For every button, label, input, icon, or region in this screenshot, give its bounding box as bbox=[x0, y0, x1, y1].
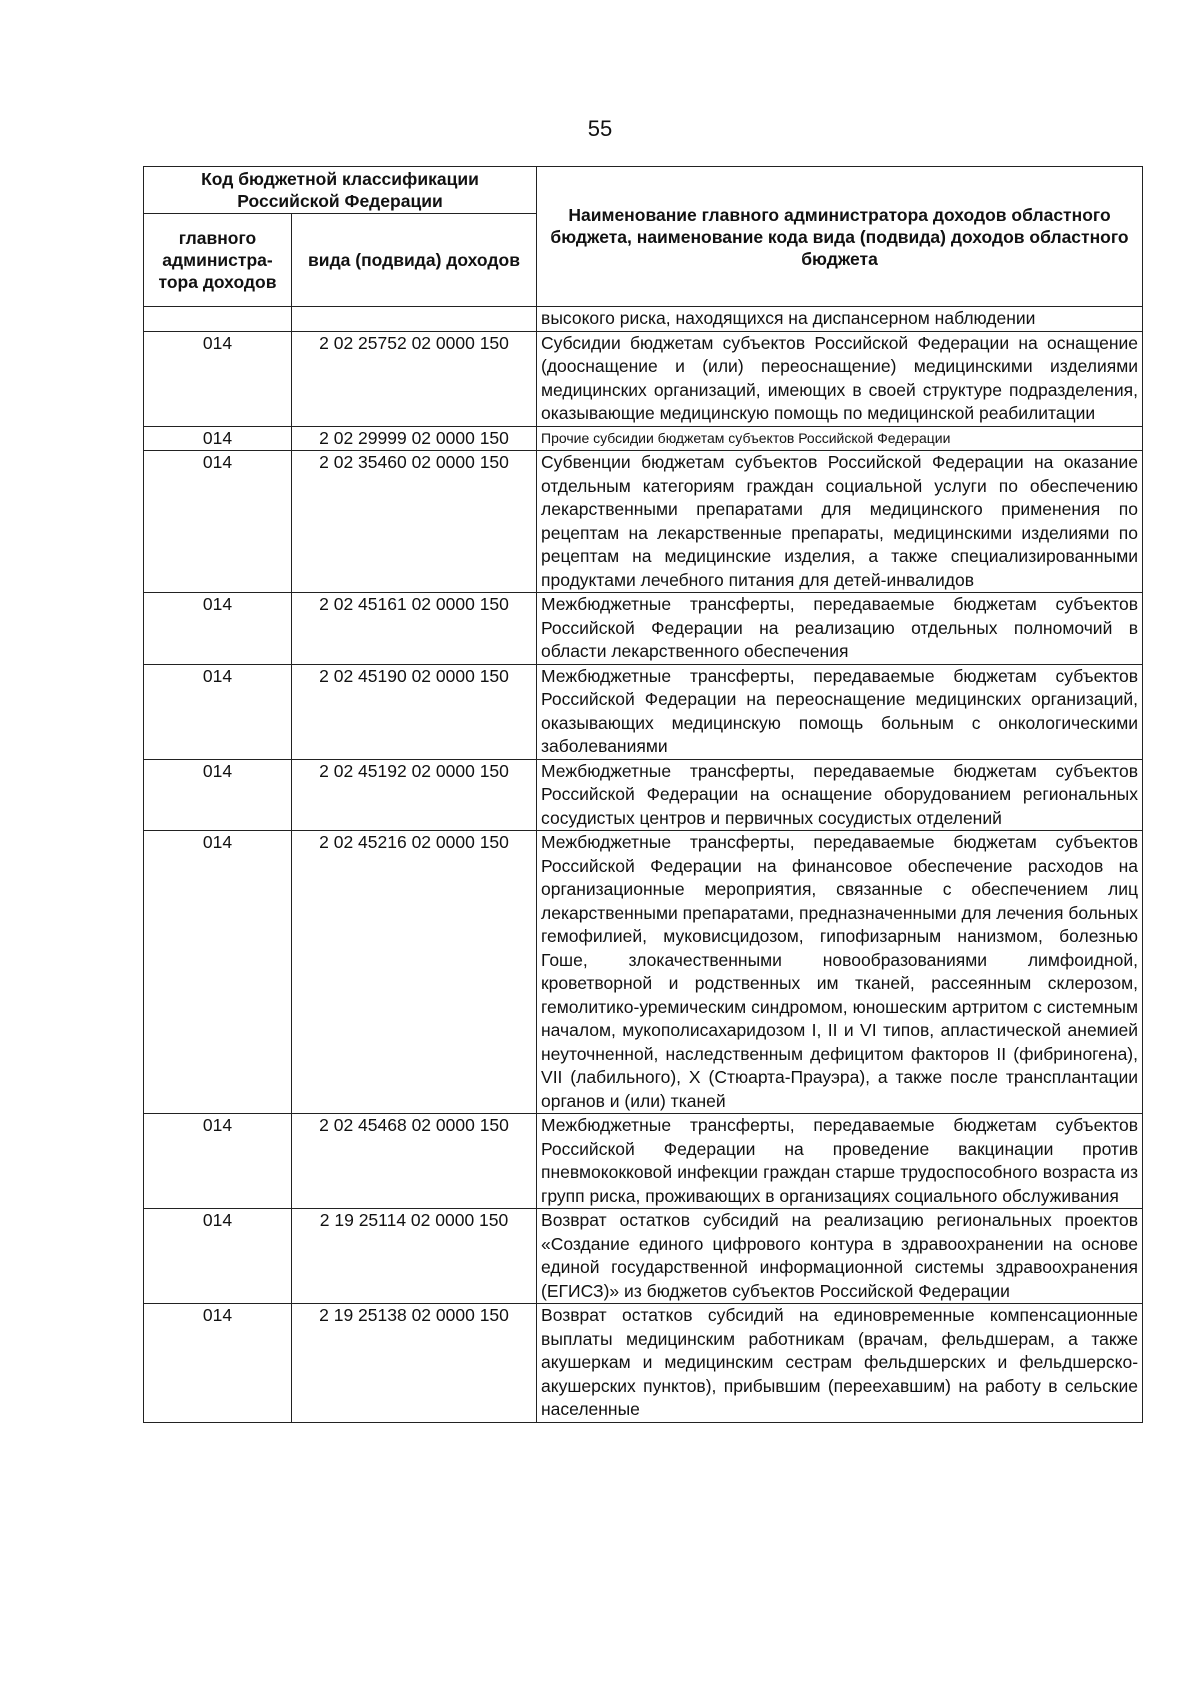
income-code-cell: 2 02 45216 02 0000 150 bbox=[292, 831, 537, 1114]
table-row bbox=[144, 451, 1143, 593]
table-row bbox=[144, 1114, 1143, 1209]
table-row bbox=[144, 759, 1143, 831]
income-name-cell: Межбюджетные трансферты, передаваемые бюджетам субъектов Российской Федерации на оснащение оборудованием региональных сосудистых центров и первичных сосудистых отделений bbox=[537, 759, 1143, 831]
admin-code-cell: 014 bbox=[144, 831, 292, 1114]
income-name-cell: Межбюджетные трансферты, передаваемые бюджетам субъектов Российской Федерации на финансовое обеспечение расходов на организационные мероприятия, связанные с обеспечением лиц лекарственными препаратами, предназначенными для лечения больных гемофилией, муковисцидозом, гипофизарным нанизмом, болезнью Гоше, злокачественными новообразованиями лимфоидной, кроветворной и родственных им тканей, рассеянным склерозом, гемолитико-уремическим синдромом, юношеским артритом с системным началом, мукополисахаридозом I, II и VI типов, апластической анемией неуточненной, наследственным дефицитом факторов II (фибриногена), VII (лабильного), X (Стюарта-Прауэра), а также после трансплантации органов и (или) тканей bbox=[537, 831, 1143, 1114]
admin-code-cell: 014 bbox=[144, 1114, 292, 1209]
income-code-cell: 2 19 25138 02 0000 150 bbox=[292, 1304, 537, 1423]
income-code-cell: 2 02 35460 02 0000 150 bbox=[292, 451, 537, 593]
income-name-cell: Межбюджетные трансферты, передаваемые бюджетам субъектов Российской Федерации на переоснащение медицинских организаций, оказывающих медицинскую помощь больным с онкологическими заболеваниями bbox=[537, 664, 1143, 759]
header-chief-administrator: главного администра-тора доходов bbox=[144, 214, 292, 307]
income-name-cell: высокого риска, находящихся на диспансерном наблюдении bbox=[537, 307, 1143, 332]
admin-code-cell: 014 bbox=[144, 664, 292, 759]
income-code-cell: 2 02 45161 02 0000 150 bbox=[292, 593, 537, 665]
income-code-cell: 2 19 25114 02 0000 150 bbox=[292, 1209, 537, 1304]
page-number: 55 bbox=[587, 116, 613, 141]
income-code-cell: 2 02 45192 02 0000 150 bbox=[292, 759, 537, 831]
admin-code-cell: 014 bbox=[144, 426, 292, 451]
income-code-cell: 2 02 29999 02 0000 150 bbox=[292, 426, 537, 451]
admin-code-cell: 014 bbox=[144, 759, 292, 831]
income-name-cell: Субсидии бюджетам субъектов Российской Федерации на оснащение (дооснащение и (или) переоснащение) медицинскими изделиями медицинских организаций, имеющих в своей структуре подразделения, оказывающие медицинскую помощь по медицинской реабилитации bbox=[537, 331, 1143, 426]
admin-code-cell: 014 bbox=[144, 451, 292, 593]
header-group-classification-code: Код бюджетной классификации Российской Федерации bbox=[144, 167, 537, 214]
table-row bbox=[144, 307, 1143, 332]
income-name-cell: Возврат остатков субсидий на единовременные компенсационные выплаты медицинским работникам (врачам, фельдшерам, а также акушеркам и медицинским сестрам фельдшерских и фельдшерско-акушерских пунктов), прибывшим (переехавшим) на работу в сельские населенные bbox=[537, 1304, 1143, 1423]
income-code-cell bbox=[292, 307, 537, 332]
table-row bbox=[144, 664, 1143, 759]
admin-code-cell bbox=[144, 307, 292, 332]
income-name-cell: Межбюджетные трансферты, передаваемые бюджетам субъектов Российской Федерации на реализацию отдельных полномочий в области лекарственного обеспечения bbox=[537, 593, 1143, 665]
admin-code-cell: 014 bbox=[144, 1209, 292, 1304]
income-code-cell: 2 02 45190 02 0000 150 bbox=[292, 664, 537, 759]
income-code-cell: 2 02 25752 02 0000 150 bbox=[292, 331, 537, 426]
income-name-cell: Субвенции бюджетам субъектов Российской Федерации на оказание отдельным категориям граждан социальной услуги по обеспечению лекарственными препаратами для медицинского применения по рецептам на лекарственные препараты, медицинскими изделиями по рецептам на медицинские изделия, а также специализированными продуктами лечебного питания для детей-инвалидов bbox=[537, 451, 1143, 593]
income-code-cell: 2 02 45468 02 0000 150 bbox=[292, 1114, 537, 1209]
table-row bbox=[144, 1209, 1143, 1304]
table-row bbox=[144, 331, 1143, 426]
income-name-cell: Межбюджетные трансферты, передаваемые бюджетам субъектов Российской Федерации на проведение вакцинации против пневмококковой инфекции граждан старше трудоспособного возраста из групп риска, проживающих в организациях социального обслуживания bbox=[537, 1114, 1143, 1209]
income-name-cell: Возврат остатков субсидий на реализацию региональных проектов «Создание единого цифрового контура в здравоохранении на основе единой государственной информационной системы здравоохранения (ЕГИСЗ)» из бюджетов субъектов Российской Федерации bbox=[537, 1209, 1143, 1304]
header-income-type-code: вида (подвида) доходов bbox=[292, 214, 537, 307]
admin-code-cell: 014 bbox=[144, 331, 292, 426]
header-income-name: Наименование главного администратора доходов областного бюджета, наименование кода вида (подвида) доходов областного бюджета bbox=[537, 167, 1143, 307]
table-row bbox=[144, 1304, 1143, 1423]
budget-classification-table bbox=[143, 166, 1143, 1423]
table-row bbox=[144, 426, 1143, 451]
table-row bbox=[144, 593, 1143, 665]
table-row bbox=[144, 831, 1143, 1114]
income-name-cell: Прочие субсидии бюджетам субъектов Российской Федерации bbox=[537, 426, 1143, 451]
admin-code-cell: 014 bbox=[144, 593, 292, 665]
admin-code-cell: 014 bbox=[144, 1304, 292, 1423]
